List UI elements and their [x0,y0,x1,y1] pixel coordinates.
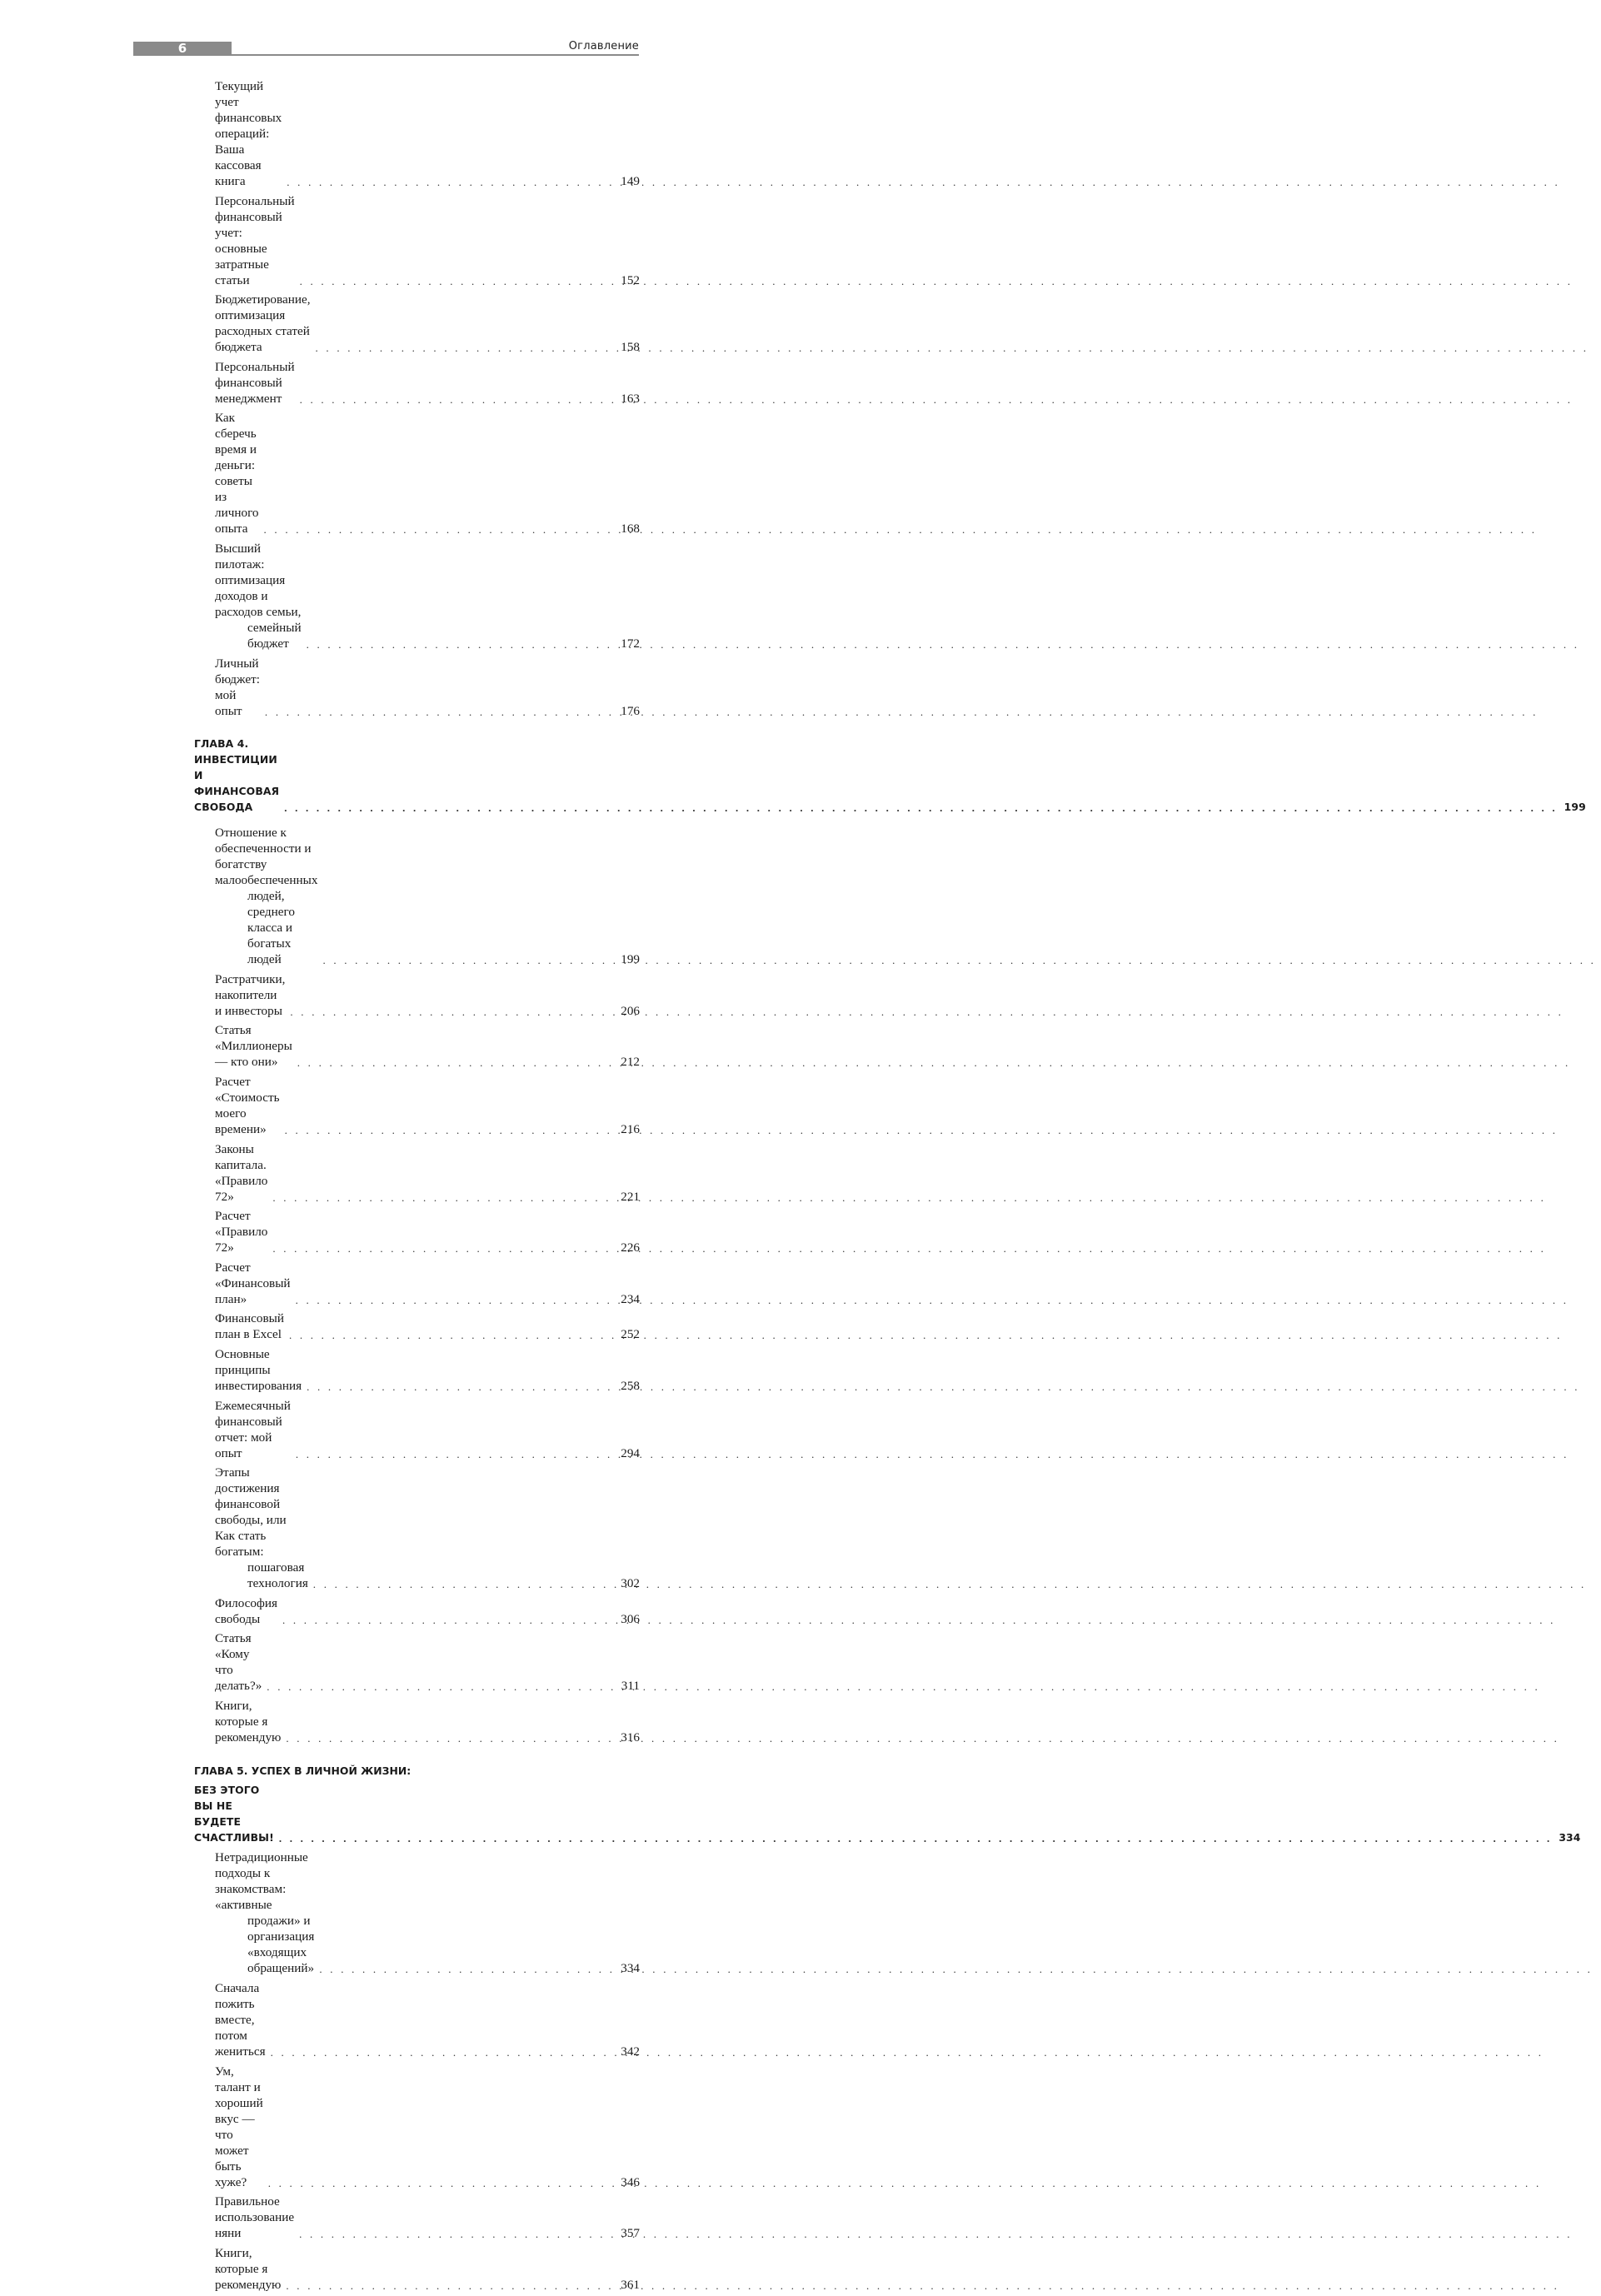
toc-entry-title: Этапы достижения финансовой свободы, или Как стать богатым: [215,1465,287,1560]
toc-entry-title: Бюджетирование, оптимизация расходных статей бюджета [215,292,311,355]
toc-entry-page: 346 [621,2174,640,2189]
toc-entry-title: Персональный финансовый менеджмент [215,359,295,406]
leader-dots [295,274,1579,288]
toc-entry-text [215,1208,616,1255]
leader-dots [267,1241,1551,1255]
toc-entry-title: Статья «Кому что делать?» [215,1631,262,1694]
toc-entry-title: Расчет «Правило 72» [215,1209,268,1255]
toc-entry-title: Текущий учет финансовых операций: Ваша кассовая книга [215,79,282,188]
toc-entry-text [215,1074,616,1137]
toc-entry-text [215,825,616,967]
toc-entry[interactable] [194,359,640,407]
toc-entry-text [215,1698,616,1745]
leader-dots [302,637,1585,651]
leader-dots [302,1380,1585,1394]
toc-entry-title: Персональный финансовый учет: основные затратные статьи [215,193,295,287]
toc-entry-title: Основные принципы инвестирования [215,1346,302,1393]
toc-entry[interactable] [194,1141,640,1205]
toc-entry-title: Правильное использование няни [215,2194,295,2241]
leader-dots [295,392,1579,407]
toc-entry[interactable] [194,2064,640,2190]
toc-entry-text [215,541,616,651]
chapter5-title-line2: БЕЗ ЭТОГО ВЫ НЕ БУДЕТЕ СЧАСТЛИВЫ! [194,1784,274,1844]
toc-entry[interactable] [194,1398,640,1461]
toc-entry-page: 294 [621,1445,640,1460]
toc-entry[interactable] [194,1022,640,1070]
toc-entry[interactable] [194,1074,640,1137]
toc-entry-text [215,656,616,719]
toc-entry-text [215,2245,616,2293]
toc-entry-page: 302 [621,1576,640,1591]
page-number: 6 [133,42,232,56]
chapter4-entries [194,825,640,1745]
chapter3-entries [194,78,640,719]
toc-entry-title-continuation: продажи» и организация «входящих обращений» [247,1914,315,1976]
chapter4-heading[interactable] [194,736,1586,815]
leader-dots [294,2227,1578,2241]
toc-entry-text [215,1346,616,1394]
leader-dots [266,2045,1549,2059]
toc-entry[interactable] [194,1980,640,2059]
toc-entry-page: 212 [621,1055,640,1070]
toc-entry-text [215,2194,616,2241]
leader-dots [281,2279,1564,2293]
toc-entry-text [215,1595,616,1627]
leader-dots [291,1447,1574,1461]
toc-entry-page: 152 [621,272,640,287]
toc-entry-text [215,1630,616,1694]
toc-entry-page: 149 [621,174,640,188]
toc-entry-text [215,78,616,189]
toc-entry-title-continuation: пошаговая технология [247,1560,308,1591]
toc-entry-title: Ежемесячный финансовый отчет: мой опыт [215,1398,291,1460]
toc-entry-title: Расчет «Финансовый план» [215,1260,291,1306]
leader-dots [277,1613,1561,1627]
toc-entry-title: Личный бюджет: мой опыт [215,656,260,718]
table-of-contents [194,78,1586,2296]
toc-entry-text [215,193,616,288]
chapter5-heading[interactable] [194,1782,1581,1845]
toc-entry-title: Книги, которые я рекомендую [215,2245,282,2292]
section-title: Оглавление [568,40,639,52]
leader-dots [279,801,1563,815]
toc-entry-text [215,1980,616,2059]
toc-entry[interactable] [194,1595,640,1627]
toc-entry[interactable] [194,1849,640,1976]
toc-entry-title: Финансовый план в Excel [215,1311,284,1342]
toc-entry[interactable] [194,1698,640,1745]
toc-entry-page: 342 [621,2044,640,2059]
toc-entry-page: 158 [621,340,640,355]
toc-entry-title: Нетрадиционные подходы к знакомствам: «активные [215,1850,308,1913]
toc-entry-page: 311 [621,1679,640,1694]
toc-entry-title: Расчет «Стоимость моего времени» [215,1074,280,1136]
toc-entry-page: 163 [621,391,640,406]
toc-entry-title: Как сберечь время и деньги: советы из личного опыта [215,411,259,537]
leader-dots [308,1577,1592,1591]
toc-entry-page: 357 [621,2226,640,2241]
leader-dots [281,1731,1564,1745]
toc-entry[interactable] [194,2245,640,2293]
chapter5-entries [194,1849,640,2292]
toc-entry-page: 172 [621,636,640,651]
toc-entry[interactable] [194,1346,640,1394]
toc-entry-page: 234 [621,1291,640,1306]
leader-dots [317,953,1601,967]
toc-entry-text [215,1398,616,1461]
toc-entry-text [215,292,616,355]
chapter5-page: 334 [1559,1831,1581,1844]
toc-entry-text [215,1849,616,1976]
toc-entry-page: 334 [621,1961,640,1976]
leader-dots [282,175,1565,189]
toc-entry[interactable] [194,541,640,651]
toc-entry[interactable] [194,825,640,967]
toc-entry-page: 199 [621,952,640,967]
toc-entry[interactable] [194,1310,640,1342]
toc-entry-page: 226 [621,1240,640,1255]
toc-entry[interactable] [194,1465,640,1591]
toc-entry-title: Законы капитала. «Правило 72» [215,1141,268,1204]
page-header [133,40,639,58]
toc-entry-title-continuation: людей, среднего класса и богатых людей [247,889,295,967]
leader-dots [280,1123,1564,1137]
chapter4-page: 199 [1564,801,1586,814]
toc-entry-page: 206 [621,1003,640,1018]
toc-entry-title: Книги, которые я рекомендую [215,1698,282,1744]
leader-dots [274,1831,1558,1845]
toc-entry-text [215,1141,616,1205]
leader-dots [259,522,1543,537]
chapter4-title: ГЛАВА 4. ИНВЕСТИЦИИ И ФИНАНСОВАЯ СВОБОДА [194,737,280,814]
toc-entry-text [215,359,616,407]
toc-entry-title: Ум, талант и хороший вкус — что может быть хуже? [215,2064,263,2189]
leader-dots [267,1190,1551,1205]
toc-entry-text [215,1022,616,1070]
toc-entry-page: 252 [621,1327,640,1342]
toc-entry[interactable] [194,1260,640,1307]
toc-entry-page: 258 [621,1378,640,1393]
toc-entry[interactable] [194,971,640,1019]
toc-entry-page: 216 [621,1121,640,1136]
chapter5-title-line1[interactable]: ГЛАВА 5. УСПЕХ В ЛИЧНОЙ ЖИЗНИ: [194,1764,411,1778]
toc-entry[interactable] [194,656,640,719]
toc-entry-page: 361 [621,2277,640,2292]
toc-entry[interactable] [194,410,640,537]
leader-dots [314,1962,1598,1976]
toc-entry[interactable] [194,2194,640,2241]
toc-entry[interactable] [194,193,640,288]
toc-entry-text [215,1310,616,1342]
toc-entry-text [215,2064,616,2190]
leader-dots [260,705,1544,719]
leader-dots [291,1293,1574,1307]
header-rule [232,54,639,56]
toc-entry-page: 168 [621,522,640,537]
toc-entry[interactable] [194,292,640,355]
toc-entry-page: 221 [621,1189,640,1204]
toc-entry-title: Статья «Миллионеры — кто они» [215,1023,292,1070]
toc-entry-title-continuation: семейный бюджет [247,620,302,651]
toc-entry-title: Растратчики, накопители и инвесторы [215,971,286,1018]
toc-entry-text [215,410,616,537]
toc-entry-text [215,1465,616,1591]
toc-entry[interactable] [194,78,640,189]
toc-entry-title: Сначала пожить вместе, потом жениться [215,1981,266,2059]
toc-entry-page: 306 [621,1611,640,1626]
toc-entry-title: Философия свободы [215,1595,277,1626]
leader-dots [262,1680,1545,1694]
toc-entry-page: 176 [621,703,640,718]
toc-entry-title: Отношение к обеспеченности и богатству малообеспеченных [215,826,318,888]
toc-entry-title: Высший пилотаж: оптимизация доходов и расходов семьи, [215,541,302,619]
leader-dots [263,2176,1547,2190]
leader-dots [311,341,1594,355]
toc-entry[interactable] [194,1630,640,1694]
leader-dots [284,1328,1568,1342]
leader-dots [292,1056,1576,1070]
toc-entry-text [215,971,616,1019]
toc-entry-text [215,1260,616,1307]
toc-entry[interactable] [194,1208,640,1255]
leader-dots [285,1005,1569,1019]
toc-entry-page: 316 [621,1729,640,1744]
